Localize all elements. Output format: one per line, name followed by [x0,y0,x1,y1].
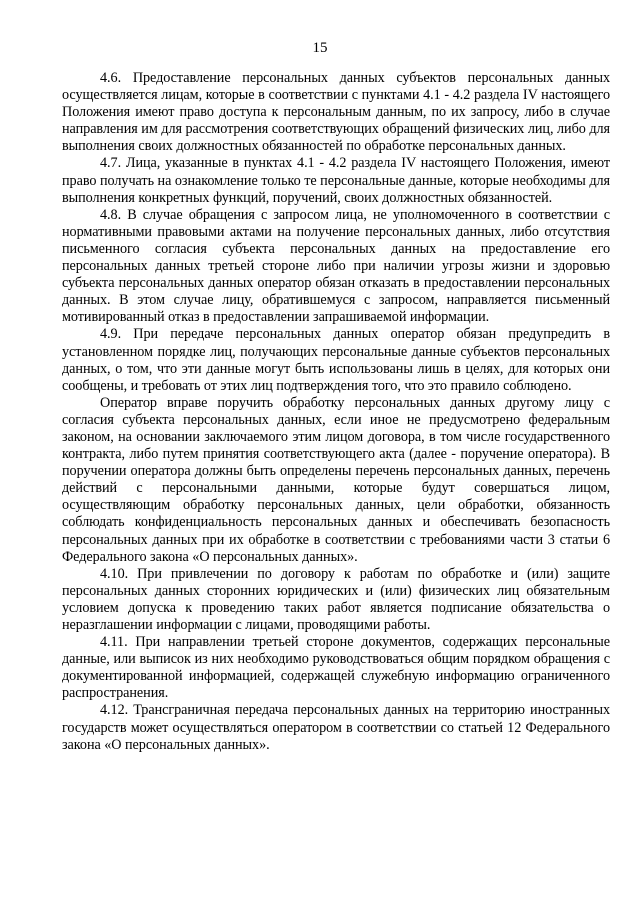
paragraph-4-6: 4.6. Предоставление персональных данных субъектов персональных данных осуществляется лицам, которые в соответствии с пунктами 4.1 - 4.2 раздела IV настоящего Положения имеют право доступа к персональным данным, по их запросу, либо в случае направления им для рассмотрения соответствующих обращений физических лиц, либо для выполнения своих должностных обязанностей по обработке персональных данных. [62,70,610,155]
paragraph-operator-instruction: Оператор вправе поручить обработку персональных данных другому лицу с согласия субъекта персональных данных, если иное не предусмотрено федеральным законом, на основании заключаемого этим лицом договора, в том числе государственного контракта, либо путем принятия соответствующего акта (далее - поручение оператора). В поручении оператора должны быть определены перечень персональных данных, перечень действий с персональными данными, которые будут совершаться лицом, осуществляющим обработку персональных данных, цели обработки, обязанность соблюдать конфиденциальность персональных данных и обеспечивать безопасность персональных данных при их обработке в соответствии с требованиями части 3 статьи 6 Федерального закона «О персональных данных». [62,394,610,565]
paragraph-4-8: 4.8. В случае обращения с запросом лица, не уполномоченного в соответствии с нормативными правовыми актами на получение персональных данных, либо отсутствия письменного согласия субъекта персональных данных на предоставление его персональных данных третьей стороне либо при наличии угрозы жизни и здоровью субъекта персональных данных оператор обязан отказать в предоставлении персональных данных. В этом случае лицу, обратившемуся с запросом, направляется письменный мотивированный отказ в предоставлении запрашиваемой информации. [62,206,610,326]
page-number: 15 [312,40,328,56]
paragraph-4-11: 4.11. При направлении третьей стороне документов, содержащих персональные данные, или выписок из них необходимо руководствоваться общим порядком обращения с документированной информацией, содержащей служебную информацию ограниченного распространения. [62,634,610,702]
paragraph-4-12: 4.12. Трансграничная передача персональных данных на территорию иностранных государств может осуществляться оператором в соответствии со статьей 12 Федерального закона «О персональных данных». [62,702,610,753]
paragraph-4-7: 4.7. Лица, указанные в пунктах 4.1 - 4.2 раздела IV настоящего Положения, имеют право получать на ознакомление только те персональные данные, которые необходимы для выполнения конкретных функций, поручений, своих должностных обязанностей. [62,155,610,206]
paragraph-4-10: 4.10. При привлечении по договору к работам по обработке и (или) защите персональных данных сторонних юридических и (или) физических лиц обязательным условием допуска к проведению таких работ является подписание обязательства о неразглашении информации с лицами, проводящими работы. [62,565,610,633]
paragraph-4-9: 4.9. При передаче персональных данных оператор обязан предупредить в установленном порядке лиц, получающих персональные данные субъектов персональных данных, о том, что эти данные могут быть использованы лишь в целях, для которых они сообщены, и требовать от этих лиц подтверждения того, что это правило соблюдено. [62,326,610,394]
document-body [62,70,610,754]
